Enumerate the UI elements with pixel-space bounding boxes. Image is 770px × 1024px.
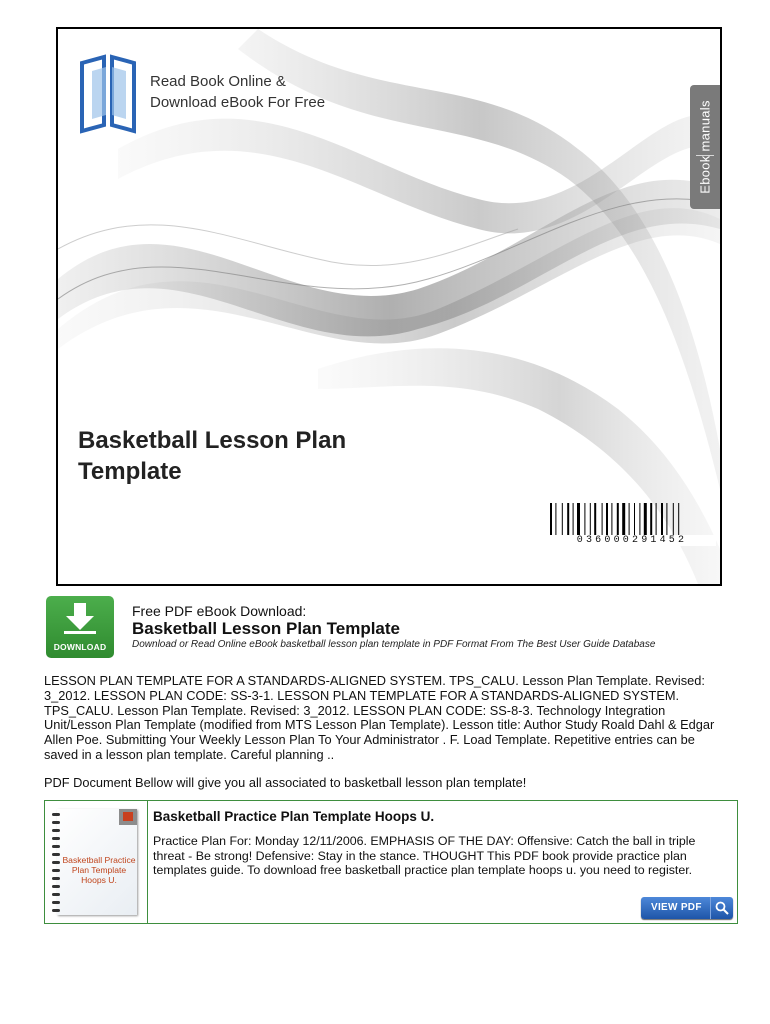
excerpt-line: 3_2012. LESSON PLAN CODE: SS-3-1. LESSON PLAN TEMPLATE FOR A STANDARDS-ALIGNED SYSTEM. <box>44 687 680 703</box>
download-arrow-icon <box>63 602 97 636</box>
page-description: Download or Read Online eBook basketball lesson plan template in PDF Format From The Best User Guide Database <box>132 639 656 650</box>
download-label: DOWNLOAD <box>53 642 107 652</box>
thumbnail-title <box>61 855 137 885</box>
side-tab-label: Ebook manuals <box>697 100 713 194</box>
excerpt-line: TPS_CALU. Lesson Plan Template. Revised: 3_2012. LESSON PLAN CODE: SS-8-3. Technology Integration <box>44 702 666 718</box>
cover-title <box>78 425 346 487</box>
ebook-cover <box>56 27 722 586</box>
logo-tagline <box>150 71 325 113</box>
ebook-manuals-tab <box>690 85 720 209</box>
excerpt-line: saved in a lesson plan template. Careful planning .. <box>44 746 335 762</box>
excerpt-line: LESSON PLAN TEMPLATE FOR A STANDARDS-ALIGNED SYSTEM. TPS_CALU. Lesson Plan Template. Revised: <box>44 673 705 688</box>
summary-line: Practice Plan For: Monday 12/11/2006. EMPHASIS OF THE DAY: Offensive: Catch the ball in triple <box>153 834 696 848</box>
related-intro: PDF Document Bellow will give you all associated to basketball lesson plan template! <box>44 775 527 790</box>
view-pdf-button[interactable] <box>641 897 733 919</box>
thumbnail-title-line: Hoops U. <box>81 875 117 885</box>
related-document-card <box>44 800 738 924</box>
logo-line-1: Read Book Online & <box>150 73 286 90</box>
document-title[interactable]: Basketball Practice Plan Template Hoops U. <box>153 809 435 824</box>
lesson-plan-excerpt <box>44 674 734 763</box>
page-title: Basketball Lesson Plan Template <box>132 619 400 638</box>
excerpt-line: Unit/Lesson Plan Template (modified from MTS Lesson Plan Template). Lesson title: Author Study Roald Dahl & Edgar <box>44 717 715 733</box>
spiral-binding-icon <box>51 811 61 915</box>
document-summary <box>153 834 733 878</box>
book-logo-icon <box>78 53 140 135</box>
thumbnail-cell <box>45 801 148 923</box>
logo-line-2: Download eBook For Free <box>150 94 326 111</box>
excerpt-line: Allen Poe. Submitting Your Weekly Lesson Plan To Your Administrator . F. Load Template. Repetitive entries can be <box>44 732 695 748</box>
free-download-label: Free PDF eBook Download: <box>132 603 307 619</box>
download-button[interactable] <box>46 596 114 658</box>
cover-title-line-1: Basketball Lesson Plan <box>78 427 347 454</box>
summary-line: threat - Be strong! Defensive: Stay in the stance. THOUGHT This PDF book provide practice plan <box>153 848 687 863</box>
thumbnail-title-line: Basketball Practice <box>62 855 136 865</box>
cover-title-line-2: Template <box>78 458 182 485</box>
thumbnail-title-line: Plan Template <box>71 865 127 875</box>
summary-line: templates guide. To download free basketball practice plan template hoops u. you need to register. <box>153 863 693 878</box>
view-pdf-label: VIEW PDF <box>651 902 702 913</box>
document-thumbnail[interactable] <box>51 805 139 917</box>
thumbnail-corner-icon <box>119 809 137 825</box>
barcode-digits: 036000291452 <box>548 535 716 546</box>
search-icon <box>710 897 733 919</box>
